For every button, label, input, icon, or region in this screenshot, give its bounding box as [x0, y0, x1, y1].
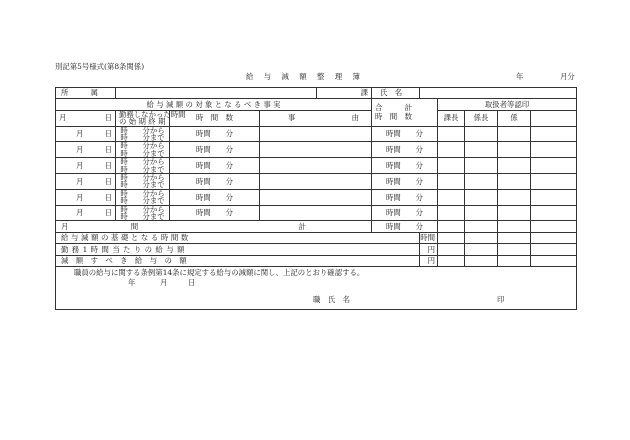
name-field[interactable] [420, 88, 577, 99]
entry-row [56, 126, 577, 142]
entry-day-label: 日 [104, 129, 112, 139]
confirm-day: 日 [188, 278, 196, 288]
entry-to-label: 時 分まで [120, 180, 165, 190]
deduct-stamp-kakari[interactable] [498, 255, 531, 266]
label-col-hours: 時 間 数 [170, 110, 260, 126]
affiliation-field[interactable] [116, 88, 317, 99]
entry-day-label: 日 [104, 192, 112, 202]
deduction-amount-unit: 円 [427, 256, 436, 266]
entry-day-label: 日 [104, 176, 112, 186]
label-basic-hours: 給与減額の基礎となる時間数 [56, 232, 420, 243]
entry-reason[interactable] [260, 158, 372, 174]
entry-stamp-extra[interactable] [531, 205, 577, 221]
entry-total-hours[interactable]: 時間 分 [372, 174, 438, 190]
entry-stamp-kakari[interactable] [498, 189, 531, 205]
entry-stamp-kakari[interactable] [498, 126, 531, 142]
label-monthly-total [56, 221, 372, 232]
label-pay-per-hour: 勤務1時間当たりの給与額 [56, 244, 420, 255]
entry-hours[interactable]: 時間 分 [170, 158, 260, 174]
entry-stamp-kakaricho[interactable] [465, 189, 498, 205]
entry-start-end[interactable] [116, 142, 170, 158]
entry-stamp-kakaricho[interactable] [465, 174, 498, 190]
entry-stamp-kakaricho[interactable] [465, 142, 498, 158]
entry-stamp-kakaricho[interactable] [465, 205, 498, 221]
entry-date[interactable] [56, 126, 116, 142]
entry-stamp-kakari[interactable] [498, 205, 531, 221]
entry-total-hours[interactable]: 時間 分 [372, 205, 438, 221]
entry-start-end[interactable] [116, 158, 170, 174]
entry-stamp-kacho[interactable] [438, 158, 465, 174]
entry-month-label: 月 [76, 145, 84, 155]
entry-day-label: 日 [104, 160, 112, 170]
basic-stamp-kakaricho[interactable] [465, 232, 498, 243]
entry-month-label: 月 [76, 129, 84, 139]
entry-stamp-kacho[interactable] [438, 126, 465, 142]
deduct-stamp-kacho[interactable] [438, 255, 465, 266]
entry-stamp-kacho[interactable] [438, 205, 465, 221]
label-name: 氏 名 [372, 88, 420, 99]
entry-reason[interactable] [260, 205, 372, 221]
entry-from-label: 時 分から [120, 141, 165, 151]
seal-label: 印 [497, 295, 505, 305]
confirmation-row [56, 267, 577, 310]
entry-stamp-extra[interactable] [531, 189, 577, 205]
entry-row [56, 174, 577, 190]
pay-stamp-kakari[interactable] [498, 244, 531, 255]
entry-stamp-kacho[interactable] [438, 142, 465, 158]
deduct-stamp-extra[interactable] [531, 255, 577, 266]
confirmation-text: 職員の給与に関する条例第14条に規定する給与の減額に関し、上記のとおり確認する。 [74, 268, 365, 278]
monthly-stamp-kakari[interactable] [498, 221, 531, 232]
pay-per-hour-row [56, 244, 577, 255]
entry-to-label: 時 分まで [120, 212, 165, 222]
entry-stamp-kakari[interactable] [498, 158, 531, 174]
entry-hours[interactable]: 時間 分 [170, 205, 260, 221]
label-dept: 課 [360, 88, 369, 98]
deduction-amount-row [56, 255, 577, 266]
form-number: 別記第5号様式(第8条関係) [55, 62, 145, 71]
entry-from-label: 時 分から [120, 173, 165, 183]
entry-date[interactable] [56, 189, 116, 205]
label-col-reason-1: 事 [288, 113, 296, 123]
label-approval: 取扱者等認印 [438, 99, 577, 110]
entry-row [56, 189, 577, 205]
basic-stamp-kacho[interactable] [438, 232, 465, 243]
entry-start-end[interactable] [116, 205, 170, 221]
label-deduction-amount: 減 額 す べ き 給 与 の 額 [56, 255, 420, 266]
entry-reason[interactable] [260, 142, 372, 158]
dept-field[interactable] [317, 88, 372, 99]
entry-stamp-kakaricho[interactable] [465, 126, 498, 142]
pay-stamp-extra[interactable] [531, 244, 577, 255]
label-col-month: 月 [59, 113, 67, 123]
entry-month-label: 月 [76, 208, 84, 218]
monthly-stamp-kacho[interactable] [438, 221, 465, 232]
monthly-stamp-extra[interactable] [531, 221, 577, 232]
entry-stamp-kacho[interactable] [438, 189, 465, 205]
header-row-facts [56, 99, 577, 110]
col-month-day [56, 110, 116, 126]
entry-reason[interactable] [260, 126, 372, 142]
entry-to-label: 時 分まで [120, 133, 165, 142]
entry-date[interactable] [56, 158, 116, 174]
label-col-start-end: 勤務しなかった時間 の 始 期 終 期 [116, 110, 170, 126]
entry-from-label: 時 分から [120, 188, 165, 198]
entry-reason[interactable] [260, 174, 372, 190]
entry-total-hours[interactable]: 時間 分 [372, 142, 438, 158]
entry-stamp-extra[interactable] [531, 174, 577, 190]
confirm-year: 年 [128, 278, 136, 288]
monthly-stamp-kakaricho[interactable] [465, 221, 498, 232]
basic-hours-unit-cell[interactable] [420, 232, 438, 243]
title-year: 年 [516, 72, 524, 81]
entry-month-label: 月 [76, 160, 84, 170]
basic-hours-unit: 時間 [420, 233, 436, 243]
pay-per-hour-unit-cell[interactable] [420, 244, 438, 255]
official-name-label: 職 氏 名 [313, 295, 350, 305]
label-kakari: 係 [498, 110, 531, 126]
entry-stamp-kakari[interactable] [498, 142, 531, 158]
entry-stamp-extra[interactable] [531, 142, 577, 158]
monthly-total-part-1: 月 [61, 221, 69, 231]
entry-from-label: 時 分から [120, 125, 165, 135]
entry-date[interactable] [56, 174, 116, 190]
monthly-total-hours[interactable]: 時間 分 [372, 221, 438, 232]
entry-hours[interactable]: 時間 分 [170, 142, 260, 158]
title-month: 月分 [560, 72, 575, 81]
entry-start-end[interactable] [116, 126, 170, 142]
entry-row [56, 205, 577, 221]
basic-stamp-extra[interactable] [531, 232, 577, 243]
label-kacho: 課長 [438, 110, 465, 126]
entry-stamp-kakaricho[interactable] [465, 158, 498, 174]
entry-stamp-kacho[interactable] [438, 174, 465, 190]
entry-reason[interactable] [260, 189, 372, 205]
approval-blank-col [531, 110, 577, 126]
deduction-amount-unit-cell[interactable] [420, 255, 438, 266]
entry-day-label: 日 [104, 145, 112, 155]
label-col-reason-2: 由 [351, 113, 360, 123]
entry-start-end[interactable] [116, 174, 170, 190]
entry-date[interactable] [56, 205, 116, 221]
label-affiliation: 所 属 [56, 88, 116, 99]
col-reason [260, 110, 372, 126]
label-facts-header: 給 与 減 額 の 対 象 と な る べ き 事 実 [56, 99, 372, 110]
entry-row [56, 158, 577, 174]
entry-total-hours[interactable]: 時間 分 [372, 189, 438, 205]
header-row-affiliation [56, 88, 577, 99]
form-title: 給 与 減 額 整 理 簿 [246, 72, 364, 81]
basic-hours-row [56, 232, 577, 243]
deduction-table [55, 87, 577, 310]
entry-to-label: 時 分まで [120, 164, 165, 174]
monthly-total-part-2: 間 [130, 221, 139, 231]
entry-start-end[interactable] [116, 189, 170, 205]
pay-per-hour-unit: 円 [427, 244, 436, 254]
header-row-columns [56, 110, 577, 126]
label-total-hours: 合 計 時 間 数 [372, 99, 438, 126]
entry-day-label: 日 [104, 208, 112, 218]
entry-to-label: 時 分まで [120, 196, 165, 206]
entry-to-label: 時 分まで [120, 148, 165, 158]
entry-total-hours[interactable]: 時間 分 [372, 158, 438, 174]
label-col-day: 日 [104, 113, 112, 123]
monthly-total-part-3: 計 [298, 221, 307, 231]
confirmation-block [56, 267, 577, 310]
entry-hours[interactable]: 時間 分 [170, 189, 260, 205]
entry-month-label: 月 [76, 192, 84, 202]
pay-stamp-kakaricho[interactable] [465, 244, 498, 255]
confirm-month: 月 [160, 278, 168, 288]
entry-from-label: 時 分から [120, 157, 165, 167]
entry-from-label: 時 分から [120, 204, 165, 214]
deduct-stamp-kakaricho[interactable] [465, 255, 498, 266]
pay-stamp-kacho[interactable] [438, 244, 465, 255]
label-kakaricho: 係長 [465, 110, 498, 126]
entry-hours[interactable]: 時間 分 [170, 174, 260, 190]
entry-stamp-extra[interactable] [531, 158, 577, 174]
basic-stamp-kakari[interactable] [498, 232, 531, 243]
entry-row [56, 142, 577, 158]
entry-total-hours[interactable]: 時間 分 [372, 126, 438, 142]
entry-stamp-kakari[interactable] [498, 174, 531, 190]
monthly-total-row [56, 221, 577, 232]
entry-date[interactable] [56, 142, 116, 158]
entry-hours[interactable]: 時間 分 [170, 126, 260, 142]
entry-stamp-extra[interactable] [531, 126, 577, 142]
entry-month-label: 月 [76, 176, 84, 186]
